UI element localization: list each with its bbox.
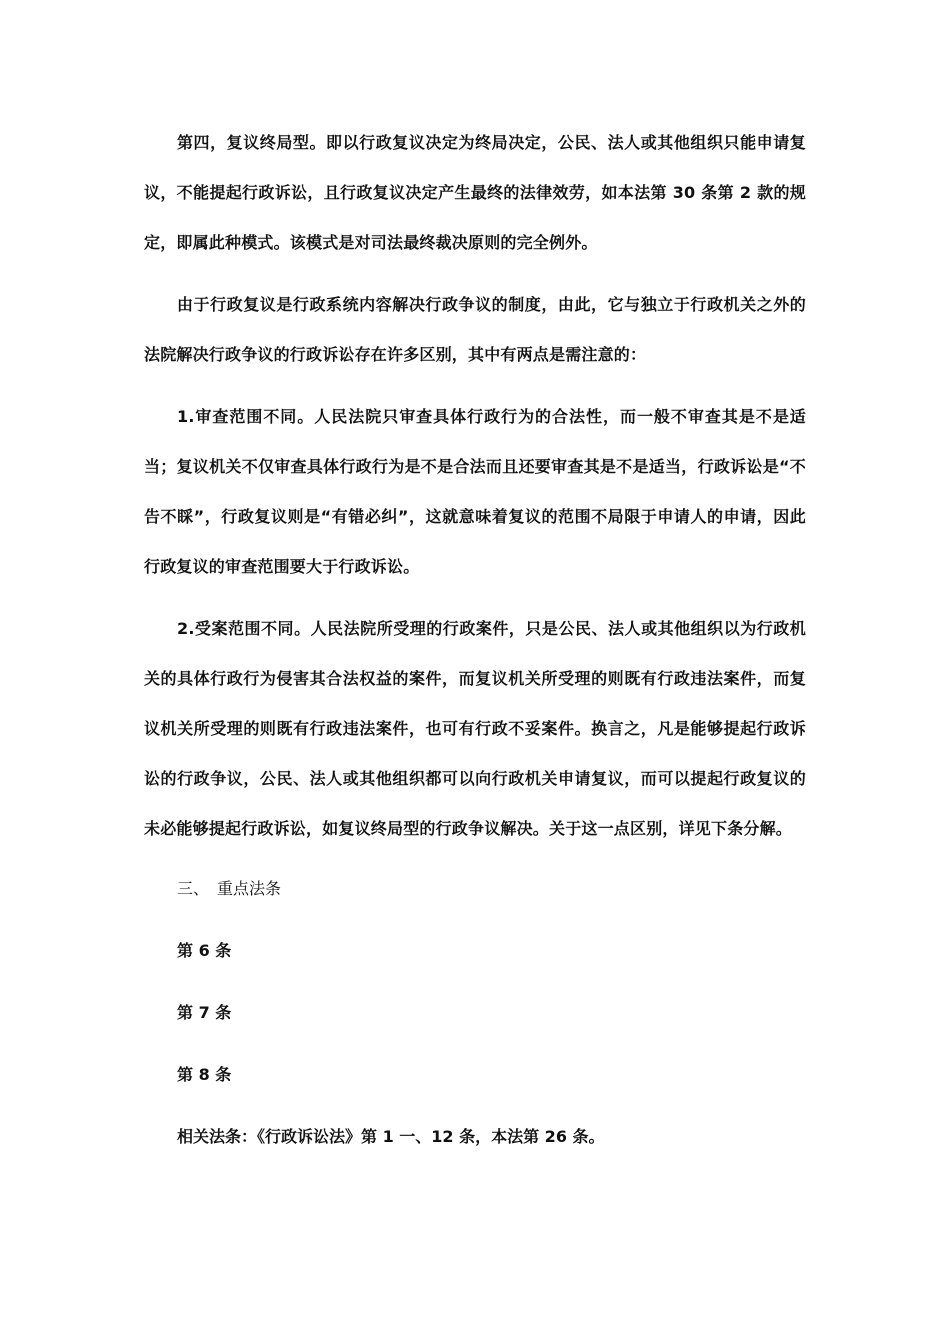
- section-heading: [144, 864, 806, 914]
- article-8: 第 8 条: [177, 1065, 232, 1084]
- related-articles: 相关法条：《行政诉讼法》第 1 一、12 条，本法第 26 条。: [177, 1127, 605, 1146]
- article-7: 第 7 条: [177, 1003, 232, 1022]
- paragraph-differences-intro: 由于行政复议是行政系统内容解决行政争议的制度，由此，它与独立于行政机关之外的法院解决行政争议的行政诉讼存在许多区别，其中有两点是需注意的：: [144, 295, 806, 364]
- article-6: 第 6 条: [177, 941, 232, 960]
- paragraph-final-review-type: 第四，复议终局型。即以行政复议决定为终局决定，公民、法人或其他组织只能申请复议，不能提起行政诉讼，且行政复议决定产生最终的法律效劳，如本法第 30 条第 2 款的规定，即属此种模式。该模式是对司法最终裁决原则的完全例外。: [144, 133, 806, 252]
- document-body: [144, 118, 806, 1162]
- paragraph-review-scope: 1.审查范围不同。人民法院只审查具体行政行为的合法性，而一般不审查其是不是适当；复议机关不仅审查具体行政行为是不是合法而且还要审查其是不是适当，行政诉讼是“不告不睬”，行政复议则是“有错必纠”，这就意味着复议的范围不局限于申请人的申请，因此行政复议的审查范围要大于行政诉讼。: [144, 407, 806, 576]
- section-number: 三、: [177, 879, 210, 898]
- section-title: 重点法条: [217, 879, 282, 898]
- paragraph-case-scope: 2.受案范围不同。人民法院所受理的行政案件，只是公民、法人或其他组织以为行政机关的具体行政行为侵害其合法权益的案件，而复议机关所受理的则既有行政违法案件，而复议机关所受理的则既有行政违法案件，也可有行政不妥案件。换言之，凡是能够提起行政诉讼的行政争议，公民、法人或其他组织都可以向行政机关申请复议，而可以提起行政复议的未必能够提起行政诉讼，如复议终局型的行政争议解决。关于这一点区别，详见下条分解。: [144, 619, 806, 838]
